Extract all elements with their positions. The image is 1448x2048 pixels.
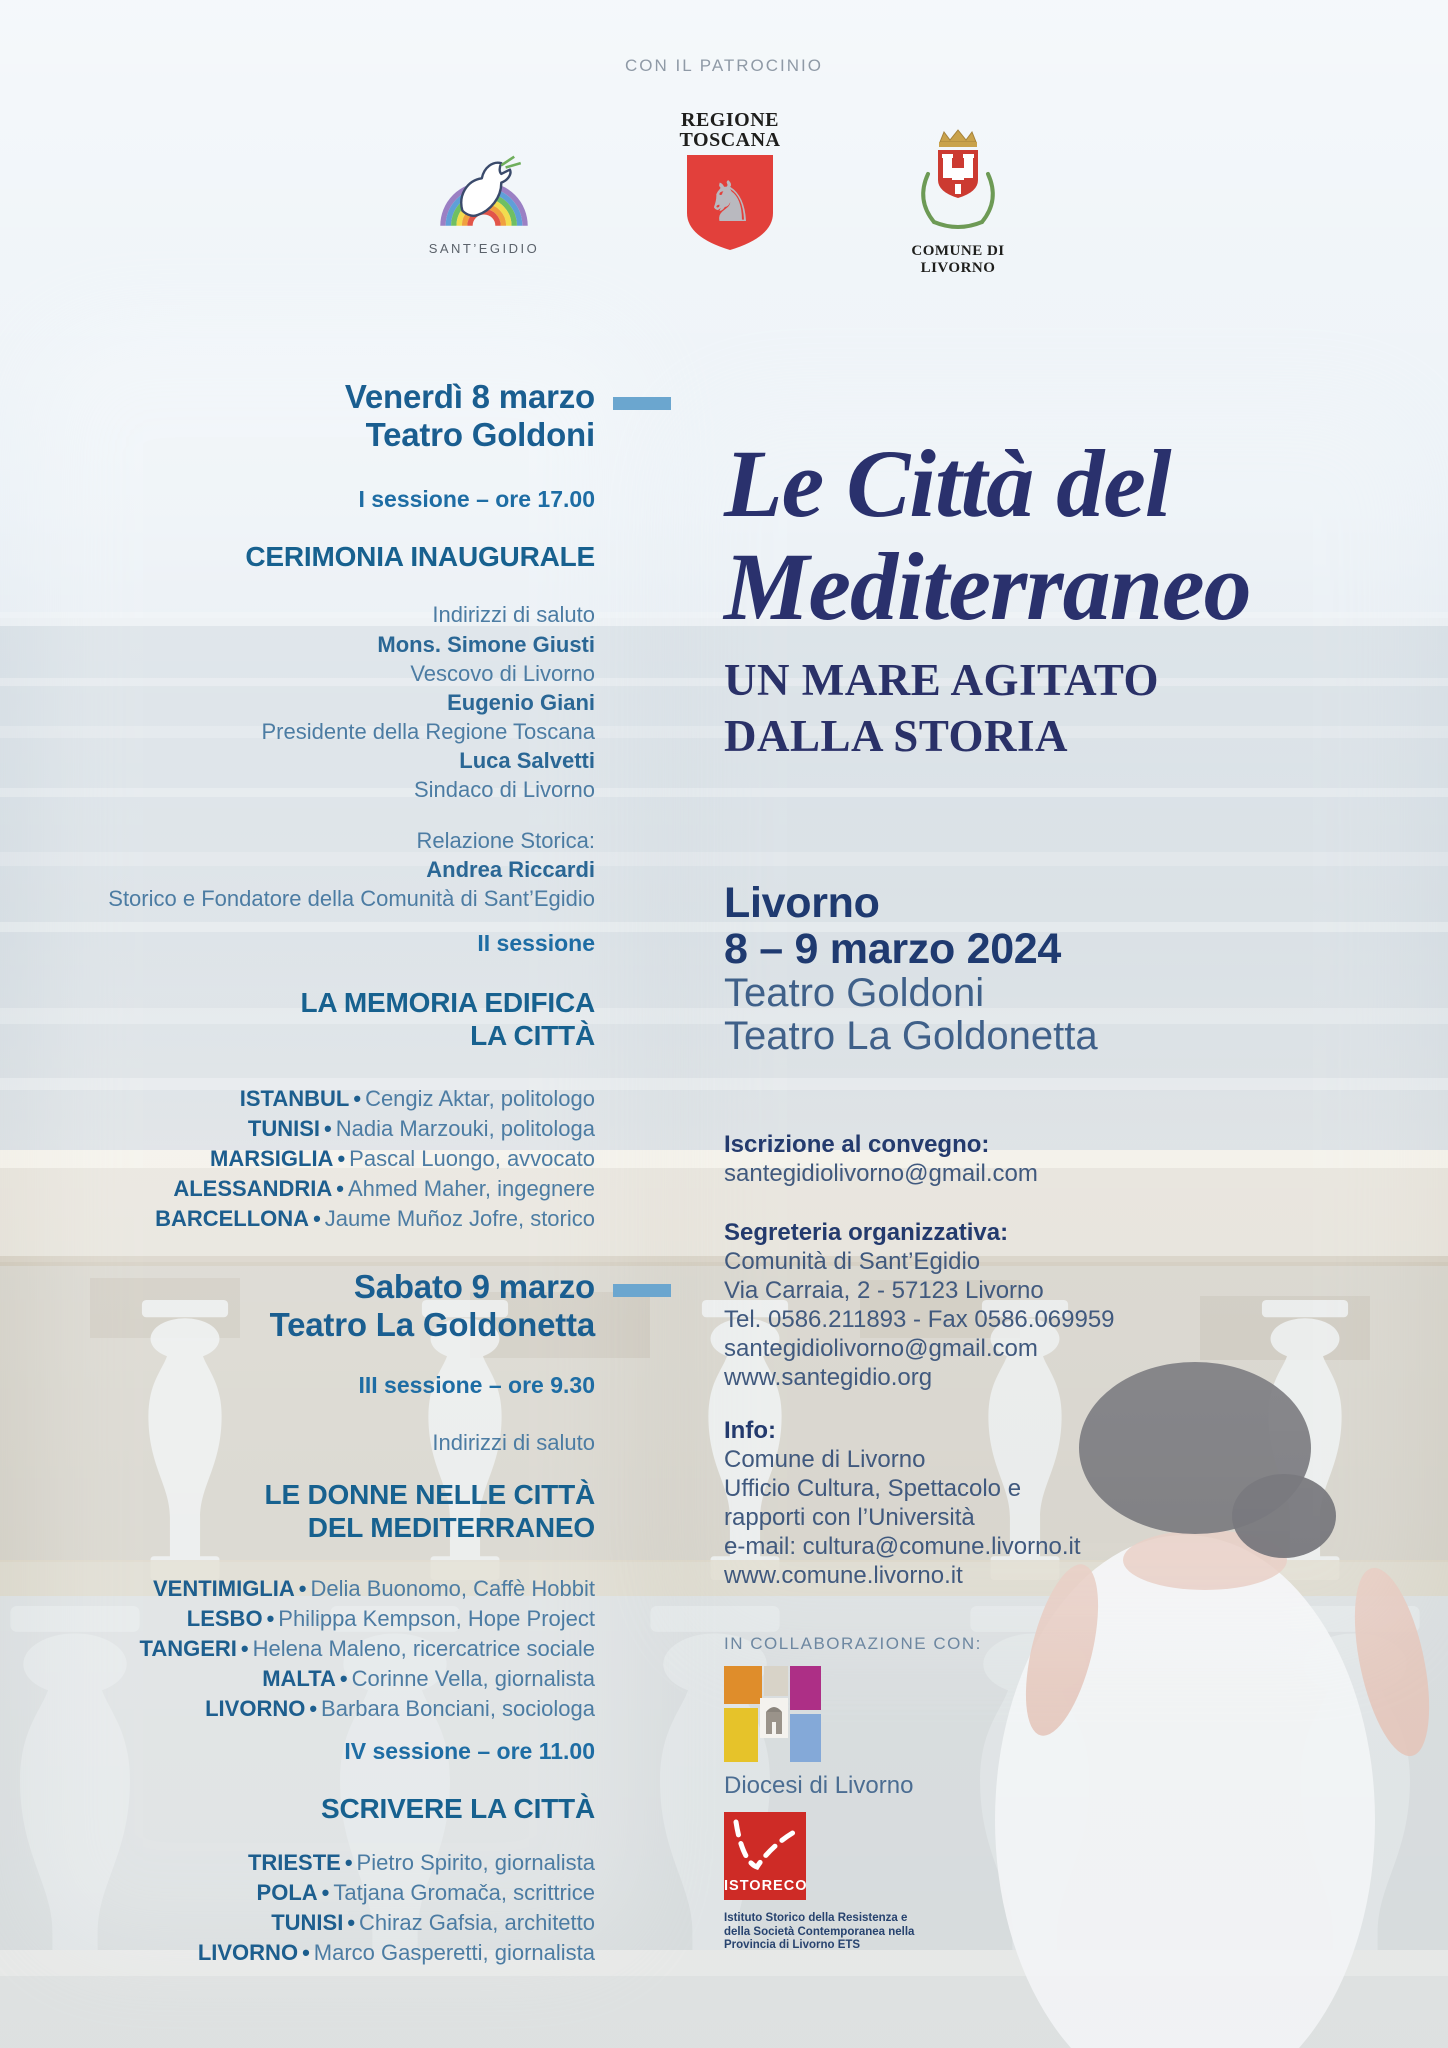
info-line: Ufficio Cultura, Spettacolo e (724, 1475, 1022, 1502)
historical-lecture (80, 826, 595, 913)
diocesi-logo (724, 1666, 821, 1762)
day1-date: Venerdì 8 marzo (344, 378, 595, 415)
speaker-name: Mons. Simone Giusti (377, 632, 595, 657)
event-details (724, 880, 1424, 1058)
panel-speaker: Ahmed Maher, ingegnere (347, 1176, 595, 1201)
panel-speaker: Pietro Spirito, giornalista (356, 1850, 595, 1875)
santegidio-logo (424, 148, 544, 256)
diocesi-tile-orange (724, 1666, 762, 1704)
panel-city: MARSIGLIA (210, 1146, 334, 1171)
secretariat-block (724, 1218, 1424, 1392)
panel-speaker: Pascal Luongo, avvocato (349, 1146, 595, 1171)
session2-title: LA MEMORIA EDIFICA LA CITTÀ (300, 987, 595, 1051)
relation-label: Relazione Storica: (416, 828, 595, 853)
relation-name: Andrea Riccardi (426, 857, 595, 882)
day1-venue: Teatro Goldoni (365, 416, 595, 453)
event-venue2: Teatro La Goldonetta (724, 1014, 1098, 1058)
panel-item (80, 1114, 595, 1144)
event-city: Livorno (724, 879, 880, 927)
session1-title: CERIMONIA INAUGURALE (245, 541, 595, 572)
info-line: e-mail: cultura@comune.livorno.it (724, 1533, 1081, 1560)
collaboration-label: IN COLLABORAZIONE CON: (724, 1634, 982, 1653)
svg-text:♞: ♞ (704, 169, 756, 235)
session4-panel (80, 1848, 595, 1968)
panel-city: VENTIMIGLIA (152, 1576, 295, 1601)
bullet-separator: • (337, 1146, 346, 1171)
panel-city: ALESSANDRIA (173, 1176, 333, 1201)
speaker-name: Eugenio Giani (447, 690, 595, 715)
panel-item (80, 1634, 595, 1664)
session1-label: I sessione – ore 17.00 (358, 486, 595, 512)
registration-label: Iscrizione al convegno: (724, 1131, 990, 1158)
day2-accent-dash (613, 1284, 671, 1297)
bullet-separator: • (309, 1696, 318, 1721)
info-label: Info: (724, 1417, 776, 1444)
panel-speaker: Helena Maleno, ricercatrice sociale (252, 1636, 595, 1661)
diocesi-tile-building (760, 1698, 788, 1738)
session4-label: IV sessione – ore 11.00 (344, 1738, 595, 1764)
panel-city: LIVORNO (205, 1696, 306, 1721)
panel-city: BARCELLONA (155, 1206, 310, 1231)
patronage-label: CON IL PATROCINIO (624, 56, 824, 75)
day2-date: Sabato 9 marzo (353, 1268, 595, 1305)
bullet-separator: • (302, 1940, 310, 1965)
panel-item (80, 1908, 595, 1938)
panel-speaker: Philippa Kempson, Hope Project (278, 1606, 595, 1631)
panel-speaker: Nadia Marzouki, politologa (335, 1116, 595, 1141)
bullet-separator: • (353, 1086, 362, 1111)
istoreco-logo (724, 1812, 806, 1900)
bullet-separator: • (347, 1910, 356, 1935)
panel-speaker: Barbara Bonciani, sociologa (321, 1696, 595, 1721)
panel-item (80, 1664, 595, 1694)
panel-speaker: Chiraz Gafsia, architetto (359, 1910, 595, 1935)
session2-panel (80, 1084, 595, 1234)
day1-greetings-label: Indirizzi di saluto (432, 602, 595, 627)
diocesi-tile-yellow (724, 1708, 758, 1762)
session4-title: SCRIVERE LA CITTÀ (320, 1793, 595, 1824)
panel-item (80, 1144, 595, 1174)
day2-venue: Teatro La Goldonetta (269, 1306, 595, 1343)
session3-title: LE DONNE NELLE CITTÀ DEL MEDITERRANEO (264, 1479, 595, 1543)
secretariat-line: www.santegidio.org (724, 1364, 933, 1391)
event-dates: 8 – 9 marzo 2024 (724, 925, 1062, 973)
session3-panel (80, 1574, 595, 1724)
istoreco-wordmark: ISTORECO (724, 1878, 808, 1894)
secretariat-line: Tel. 0586.211893 - Fax 0586.069959 (724, 1306, 1115, 1333)
day1-heading (80, 378, 595, 454)
panel-item (80, 1938, 595, 1968)
panel-city: MALTA (262, 1666, 336, 1691)
panel-item (80, 1878, 595, 1908)
panel-item (80, 1204, 595, 1234)
info-block (724, 1416, 1424, 1590)
panel-item (80, 1574, 595, 1604)
panel-city: TUNISI (271, 1910, 344, 1935)
registration-email: santegidiolivorno@gmail.com (724, 1160, 1038, 1187)
istoreco-check-icon (724, 1812, 806, 1878)
day2-greetings-label: Indirizzi di saluto (432, 1430, 595, 1455)
panel-city: LESBO (186, 1606, 263, 1631)
info-line: rapporti con l’Università (724, 1504, 975, 1531)
bullet-separator: • (321, 1880, 330, 1905)
panel-city: POLA (256, 1880, 318, 1905)
relation-role: Storico e Fondatore della Comunità di Sant’Egidio (108, 886, 595, 911)
panel-speaker: Marco Gasperetti, giornalista (313, 1940, 595, 1965)
bullet-separator: • (324, 1116, 332, 1141)
panel-city: LIVORNO (197, 1940, 299, 1965)
panel-city: TANGERI (139, 1636, 237, 1661)
info-line: Comune di Livorno (724, 1446, 926, 1473)
day2-heading (80, 1268, 595, 1344)
event-venue1: Teatro Goldoni (724, 971, 985, 1015)
bullet-separator: • (336, 1176, 344, 1201)
panel-item (80, 1694, 595, 1724)
panel-speaker: Jaume Muñoz Jofre, storico (324, 1206, 595, 1231)
panel-item (80, 1174, 595, 1204)
day1-speakers (80, 630, 595, 804)
secretariat-line: Comunità di Sant’Egidio (724, 1248, 981, 1275)
diocesi-tile-grey (764, 1666, 788, 1696)
secretariat-line: Via Carraia, 2 - 57123 Livorno (724, 1277, 1044, 1304)
secretariat-label: Segreteria organizzativa: (724, 1219, 1009, 1246)
panel-speaker: Delia Buonomo, Caffè Hobbit (310, 1576, 595, 1601)
panel-speaker: Tatjana Gromača, scrittrice (333, 1880, 595, 1905)
speaker-role: Presidente della Regione Toscana (261, 719, 595, 744)
istoreco-caption: Istituto Storico della Resistenza e della Società Contemporanea nella Provincia di Livorno ETS (724, 1912, 915, 1951)
livorno-caption: COMUNE DI LIVORNO (911, 243, 1005, 276)
santegidio-caption: SANT’EGIDIO (428, 241, 540, 256)
info-line: www.comune.livorno.it (724, 1562, 963, 1589)
day1-accent-dash (613, 397, 671, 410)
panel-item (80, 1848, 595, 1878)
secretariat-line: santegidiolivorno@gmail.com (724, 1335, 1038, 1362)
bullet-separator: • (240, 1636, 249, 1661)
comune-livorno-logo (886, 128, 1030, 277)
session2-label: II sessione (477, 930, 595, 956)
bullet-separator: • (266, 1606, 275, 1631)
panel-city: ISTANBUL (239, 1086, 350, 1111)
bullet-separator: • (298, 1576, 307, 1601)
panel-item (80, 1084, 595, 1114)
bullet-separator: • (344, 1850, 353, 1875)
livorno-crest-icon (908, 128, 1008, 232)
speaker-name: Luca Salvetti (459, 748, 595, 773)
panel-city: TRIESTE (247, 1850, 341, 1875)
registration-block (724, 1130, 1424, 1188)
toscana-shield-icon (686, 155, 774, 251)
panel-item (80, 1604, 595, 1634)
bullet-separator: • (339, 1666, 348, 1691)
session3-label: III sessione – ore 9.30 (358, 1372, 595, 1398)
speaker-role: Sindaco di Livorno (413, 777, 595, 802)
speaker-role: Vescovo di Livorno (410, 661, 595, 686)
poster-title: Le Città del Mediterraneo (724, 430, 1251, 640)
panel-speaker: Corinne Vella, giornalista (351, 1666, 595, 1691)
dove-rainbow-icon (430, 148, 538, 228)
diocesi-tile-blue (790, 1714, 821, 1762)
diocesi-tile-magenta (790, 1666, 821, 1710)
diocesi-caption: Diocesi di Livorno (724, 1772, 914, 1799)
toscana-caption-line2: TOSCANA (679, 129, 781, 152)
panel-city: TUNISI (247, 1116, 321, 1141)
poster-subtitle: UN MARE AGITATO DALLA STORIA (724, 655, 1160, 761)
toscana-caption-line1: REGIONE (681, 109, 779, 131)
regione-toscana-logo (660, 110, 800, 256)
panel-speaker: Cengiz Aktar, politologo (365, 1086, 595, 1111)
bullet-separator: • (313, 1206, 321, 1231)
